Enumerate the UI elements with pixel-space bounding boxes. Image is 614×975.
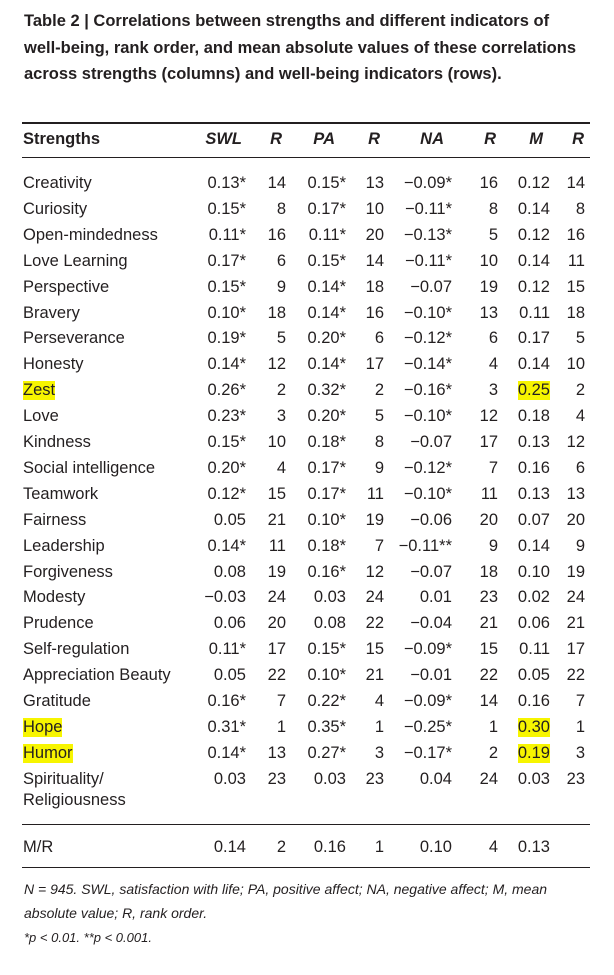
- summary-na-rank: 4: [488, 838, 498, 856]
- cell-na-rank: 15: [479, 640, 498, 659]
- cell-mean-rank: 9: [575, 536, 585, 555]
- cell-swl-rank: 21: [267, 510, 286, 529]
- cell-mean-rank: 7: [575, 692, 585, 710]
- cell-na: −0.01: [410, 666, 452, 685]
- row-label: Curiosity: [23, 199, 88, 218]
- cell-na-rank: 17: [479, 433, 498, 451]
- cell-mean: 0.16: [517, 692, 550, 710]
- cell-pa-rank: 8: [374, 433, 384, 451]
- cell-pa-rank: 20: [365, 225, 384, 244]
- cell-swl: 0.16*: [207, 692, 246, 710]
- cell-mean-rank: 24: [566, 588, 585, 607]
- cell-na-rank: 5: [488, 225, 498, 244]
- cell-pa-rank: 14: [365, 251, 384, 270]
- summary-swl-rank: 2: [276, 838, 286, 856]
- cell-pa: 0.15*: [307, 174, 346, 192]
- row-label: Spirituality/: [23, 769, 104, 788]
- cell-pa: 0.32*: [307, 381, 346, 400]
- cell-mean-rank: 10: [566, 355, 585, 374]
- cell-na: −0.13*: [403, 225, 452, 244]
- cell-swl-rank: 23: [267, 769, 286, 788]
- cell-na-rank: 8: [488, 199, 498, 218]
- cell-na: 0.01: [419, 588, 452, 607]
- cell-swl: 0.19*: [207, 329, 246, 348]
- cell-na-rank: 11: [480, 484, 498, 503]
- cell-mean-rank: 11: [567, 251, 585, 270]
- cell-na-rank: 7: [488, 458, 498, 477]
- cell-swl: −0.03: [204, 588, 246, 607]
- cell-mean-rank: 19: [566, 562, 585, 581]
- cell-na-rank: 18: [479, 562, 498, 581]
- cell-mean-rank: 16: [566, 225, 585, 244]
- cell-na: −0.16*: [403, 381, 452, 400]
- cell-na: −0.07: [410, 562, 452, 581]
- cell-mean-rank: 6: [575, 458, 585, 477]
- cell-swl-rank: 15: [267, 484, 286, 503]
- cell-pa: 0.03: [313, 769, 346, 788]
- cell-swl-rank: 7: [276, 692, 286, 710]
- cell-swl: 0.14*: [207, 743, 246, 762]
- cell-na: −0.12*: [403, 329, 452, 348]
- cell-swl: 0.15*: [207, 199, 246, 218]
- cell-swl-rank: 11: [268, 536, 286, 555]
- cell-na: −0.10*: [403, 484, 452, 503]
- cell-mean: 0.18: [517, 407, 550, 426]
- cell-na: −0.17*: [403, 743, 452, 762]
- cell-swl: 0.14*: [207, 536, 246, 555]
- cell-swl-rank: 13: [267, 743, 286, 762]
- cell-swl-rank: 18: [267, 303, 286, 322]
- cell-mean-rank: 22: [566, 666, 585, 685]
- cell-swl-rank: 8: [276, 199, 286, 218]
- row-label: Open-mindedness: [23, 225, 158, 244]
- summary-mean: 0.13: [517, 838, 550, 856]
- footnote-abbreviations: N = 945. SWL, satisfaction with life; PA, positive affect; NA, negative affect; M, mean absolute value; R, rank order.: [24, 881, 548, 921]
- cell-swl: 0.17*: [207, 251, 246, 270]
- table-footnote: [24, 877, 594, 950]
- cell-pa: 0.15*: [307, 251, 346, 270]
- cell-na: −0.10*: [403, 407, 452, 426]
- cell-mean-rank: 17: [566, 640, 585, 659]
- cell-na: −0.09*: [403, 640, 452, 659]
- cell-swl-rank: 1: [276, 717, 286, 736]
- cell-mean: 0.03: [517, 769, 550, 788]
- cell-pa-rank: 23: [365, 769, 384, 788]
- cell-pa-rank: 16: [365, 303, 384, 322]
- cell-mean-rank: 4: [575, 407, 585, 426]
- cell-swl-rank: 14: [267, 174, 286, 192]
- table-caption: Table 2 | Correlations between strengths and different indicators of well-being, rank order, and mean absolute values of these correlations across strengths (columns) and well-being indicators (rows).: [24, 12, 576, 83]
- cell-na: −0.10*: [403, 303, 452, 322]
- row-label: Self-regulation: [23, 640, 130, 659]
- cell-na-rank: 2: [488, 743, 498, 762]
- cell-pa-rank: 10: [365, 199, 384, 218]
- cell-swl: 0.05: [213, 666, 246, 685]
- cell-mean-rank: 2: [575, 381, 585, 400]
- cell-pa-rank: 4: [374, 692, 384, 710]
- footnote-significance: *p < 0.01. **p < 0.001.: [24, 930, 152, 945]
- cell-pa-rank: 5: [374, 407, 384, 426]
- cell-swl-rank: 17: [267, 640, 286, 659]
- row-label: Prudence: [23, 614, 94, 633]
- cell-swl-rank: 12: [267, 355, 286, 374]
- cell-na-rank: 10: [479, 251, 498, 270]
- cell-mean-rank: 1: [575, 717, 585, 736]
- cell-mean: 0.05: [517, 666, 550, 685]
- cell-pa-rank: 3: [374, 743, 384, 762]
- cell-pa-rank: 19: [365, 510, 384, 529]
- row-label-cont: Religiousness: [23, 790, 126, 809]
- cell-pa: 0.35*: [307, 717, 346, 736]
- cell-pa: 0.16*: [307, 562, 346, 581]
- cell-pa: 0.18*: [307, 433, 346, 451]
- cell-pa-rank: 24: [365, 588, 384, 607]
- cell-pa-rank: 12: [365, 562, 384, 581]
- cell-pa: 0.08: [313, 614, 346, 633]
- cell-pa-rank: 7: [374, 536, 384, 555]
- cell-pa-rank: 6: [374, 329, 384, 348]
- cell-pa: 0.14*: [307, 303, 346, 322]
- cell-swl: 0.03: [213, 769, 246, 788]
- cell-pa: 0.14*: [307, 277, 346, 296]
- row-label: Fairness: [23, 510, 87, 529]
- cell-pa-rank: 22: [365, 614, 384, 633]
- cell-mean-rank: 20: [566, 510, 585, 529]
- cell-mean-rank: 5: [575, 329, 585, 348]
- cell-swl: 0.15*: [207, 277, 246, 296]
- header-rank-mean: R: [572, 130, 584, 148]
- cell-swl-rank: 3: [276, 407, 286, 426]
- cell-swl: 0.20*: [207, 458, 246, 477]
- cell-na: −0.12*: [403, 458, 452, 477]
- cell-mean-rank: 13: [566, 484, 585, 503]
- cell-na: −0.09*: [403, 692, 452, 710]
- cell-pa: 0.10*: [307, 666, 346, 685]
- row-label: Zest: [23, 381, 56, 400]
- cell-mean: 0.14: [517, 355, 550, 374]
- cell-mean-rank: 15: [566, 277, 585, 296]
- cell-mean-rank: 18: [566, 303, 585, 322]
- cell-na-rank: 9: [488, 536, 498, 555]
- cell-pa-rank: 9: [374, 458, 384, 477]
- cell-mean-rank: 12: [566, 433, 585, 451]
- cell-swl: 0.15*: [207, 433, 246, 451]
- cell-pa-rank: 2: [374, 381, 384, 400]
- cell-na: −0.25*: [403, 717, 452, 736]
- header-rank-swl: R: [270, 130, 282, 148]
- row-label: Perspective: [23, 277, 110, 296]
- cell-na-rank: 19: [479, 277, 498, 296]
- cell-na-rank: 22: [479, 666, 498, 685]
- cell-swl-rank: 5: [276, 329, 286, 348]
- cell-pa: 0.20*: [307, 407, 346, 426]
- cell-swl: 0.13*: [207, 174, 246, 192]
- cell-pa: 0.10*: [307, 510, 346, 529]
- cell-pa: 0.15*: [307, 640, 346, 659]
- header-rank-na: R: [484, 130, 496, 148]
- header-mean: M: [529, 130, 543, 148]
- cell-swl-rank: 9: [276, 277, 286, 296]
- cell-na: −0.06: [410, 510, 452, 529]
- cell-na: −0.07: [410, 277, 452, 296]
- cell-swl-rank: 2: [276, 381, 286, 400]
- cell-pa-rank: 1: [374, 717, 384, 736]
- cell-na: −0.14*: [403, 355, 452, 374]
- cell-swl-rank: 10: [267, 433, 286, 451]
- row-label: Teamwork: [23, 484, 99, 503]
- cell-na-rank: 14: [479, 692, 498, 710]
- cell-pa: 0.17*: [307, 458, 346, 477]
- cell-mean: 0.13: [517, 433, 550, 451]
- cell-mean: 0.11: [519, 303, 550, 322]
- cell-mean-rank: 8: [575, 199, 585, 218]
- cell-na-rank: 21: [479, 614, 498, 633]
- cell-pa: 0.20*: [307, 329, 346, 348]
- cell-swl: 0.11*: [208, 225, 246, 244]
- cell-na: −0.04: [410, 614, 452, 633]
- cell-swl-rank: 16: [267, 225, 286, 244]
- cell-pa: 0.27*: [307, 743, 346, 762]
- cell-na: 0.04: [419, 769, 452, 788]
- cell-swl-rank: 6: [276, 251, 286, 270]
- cell-mean: 0.19: [517, 743, 550, 762]
- cell-mean: 0.06: [517, 614, 550, 633]
- cell-na: −0.09*: [403, 174, 452, 192]
- row-label: Leadership: [23, 536, 105, 555]
- bottom-rule: [22, 867, 590, 868]
- cell-pa-rank: 17: [365, 355, 384, 374]
- row-label: Perseverance: [23, 329, 125, 348]
- cell-na-rank: 4: [488, 355, 498, 374]
- header-swl: SWL: [205, 130, 242, 148]
- cell-mean: 0.17: [517, 329, 550, 348]
- cell-mean: 0.10: [517, 562, 550, 581]
- cell-mean-rank: 23: [566, 769, 585, 788]
- summary-pa-rank: 1: [374, 838, 384, 856]
- cell-pa: 0.17*: [307, 199, 346, 218]
- cell-mean: 0.12: [517, 277, 550, 296]
- cell-na: −0.11*: [405, 251, 452, 270]
- row-label: Hope: [23, 717, 63, 736]
- cell-pa-rank: 18: [365, 277, 384, 296]
- cell-pa: 0.14*: [307, 355, 346, 374]
- header-rule: [22, 157, 590, 158]
- cell-swl: 0.08: [213, 562, 246, 581]
- cell-mean: 0.12: [517, 225, 550, 244]
- row-label: Social intelligence: [23, 458, 156, 477]
- cell-swl-rank: 22: [267, 666, 286, 685]
- cell-pa-rank: 21: [365, 666, 384, 685]
- cell-swl: 0.31*: [207, 717, 246, 736]
- cell-mean-rank: 21: [566, 614, 585, 633]
- cell-pa: 0.17*: [307, 484, 346, 503]
- cell-mean: 0.16: [517, 458, 550, 477]
- cell-mean: 0.07: [517, 510, 550, 529]
- cell-mean-rank: 3: [575, 743, 585, 762]
- cell-pa: 0.18*: [307, 536, 346, 555]
- cell-na-rank: 24: [479, 769, 498, 788]
- cell-na-rank: 6: [488, 329, 498, 348]
- cell-swl-rank: 19: [267, 562, 286, 581]
- header-na: NA: [420, 130, 444, 148]
- row-label: Forgiveness: [23, 562, 113, 581]
- cell-na-rank: 3: [488, 381, 498, 400]
- row-label: Modesty: [23, 588, 86, 607]
- cell-pa: 0.22*: [307, 692, 346, 710]
- cell-na-rank: 13: [479, 303, 498, 322]
- summary-pa: 0.16: [313, 838, 346, 856]
- row-label: Humor: [23, 743, 73, 762]
- summary-na: 0.10: [419, 838, 452, 856]
- cell-mean: 0.11: [519, 640, 550, 659]
- row-label: Honesty: [23, 355, 84, 374]
- row-label: Creativity: [23, 174, 92, 192]
- header-pa: PA: [313, 130, 335, 148]
- cell-na-rank: 12: [479, 407, 498, 426]
- cell-pa-rank: 15: [365, 640, 384, 659]
- cell-pa: 0.11*: [308, 225, 346, 244]
- cell-mean: 0.14: [517, 536, 550, 555]
- cell-na: −0.07: [410, 433, 452, 451]
- summary-swl: 0.14: [213, 838, 246, 856]
- row-label: Appreciation Beauty: [23, 666, 171, 685]
- row-label: Bravery: [23, 303, 80, 322]
- cell-na: −0.11**: [398, 536, 452, 555]
- cell-mean: 0.13: [517, 484, 550, 503]
- cell-na: −0.11*: [405, 199, 452, 218]
- cell-swl: 0.06: [213, 614, 246, 633]
- cell-swl: 0.10*: [207, 303, 246, 322]
- header-rank-pa: R: [368, 130, 380, 148]
- cell-swl: 0.12*: [207, 484, 246, 503]
- cell-swl: 0.11*: [208, 640, 246, 659]
- row-label: Love Learning: [23, 251, 128, 270]
- row-label: Love: [23, 407, 59, 426]
- cell-swl-rank: 20: [267, 614, 286, 633]
- row-label: Kindness: [23, 433, 91, 451]
- cell-pa-rank: 13: [365, 174, 384, 192]
- row-label: Gratitude: [23, 692, 91, 710]
- cell-na-rank: 16: [479, 174, 498, 192]
- top-rule: [22, 122, 590, 124]
- cell-na-rank: 20: [479, 510, 498, 529]
- cell-mean: 0.02: [517, 588, 550, 607]
- cell-mean: 0.30: [517, 717, 550, 736]
- cell-swl: 0.05: [213, 510, 246, 529]
- cell-na-rank: 23: [479, 588, 498, 607]
- cell-swl: 0.26*: [207, 381, 246, 400]
- cell-swl-rank: 4: [276, 458, 286, 477]
- summary-label: M/R: [23, 838, 54, 856]
- cell-pa-rank: 11: [366, 484, 384, 503]
- cell-mean: 0.12: [517, 174, 550, 192]
- cell-mean: 0.14: [517, 199, 550, 218]
- summary-rule: [22, 824, 590, 825]
- cell-na-rank: 1: [488, 717, 498, 736]
- cell-swl: 0.14*: [207, 355, 246, 374]
- cell-swl-rank: 24: [267, 588, 286, 607]
- cell-swl: 0.23*: [207, 407, 246, 426]
- cell-mean-rank: 14: [566, 174, 585, 192]
- cell-mean: 0.14: [517, 251, 550, 270]
- header-strengths: Strengths: [23, 130, 101, 148]
- cell-mean: 0.25: [517, 381, 550, 400]
- cell-pa: 0.03: [313, 588, 346, 607]
